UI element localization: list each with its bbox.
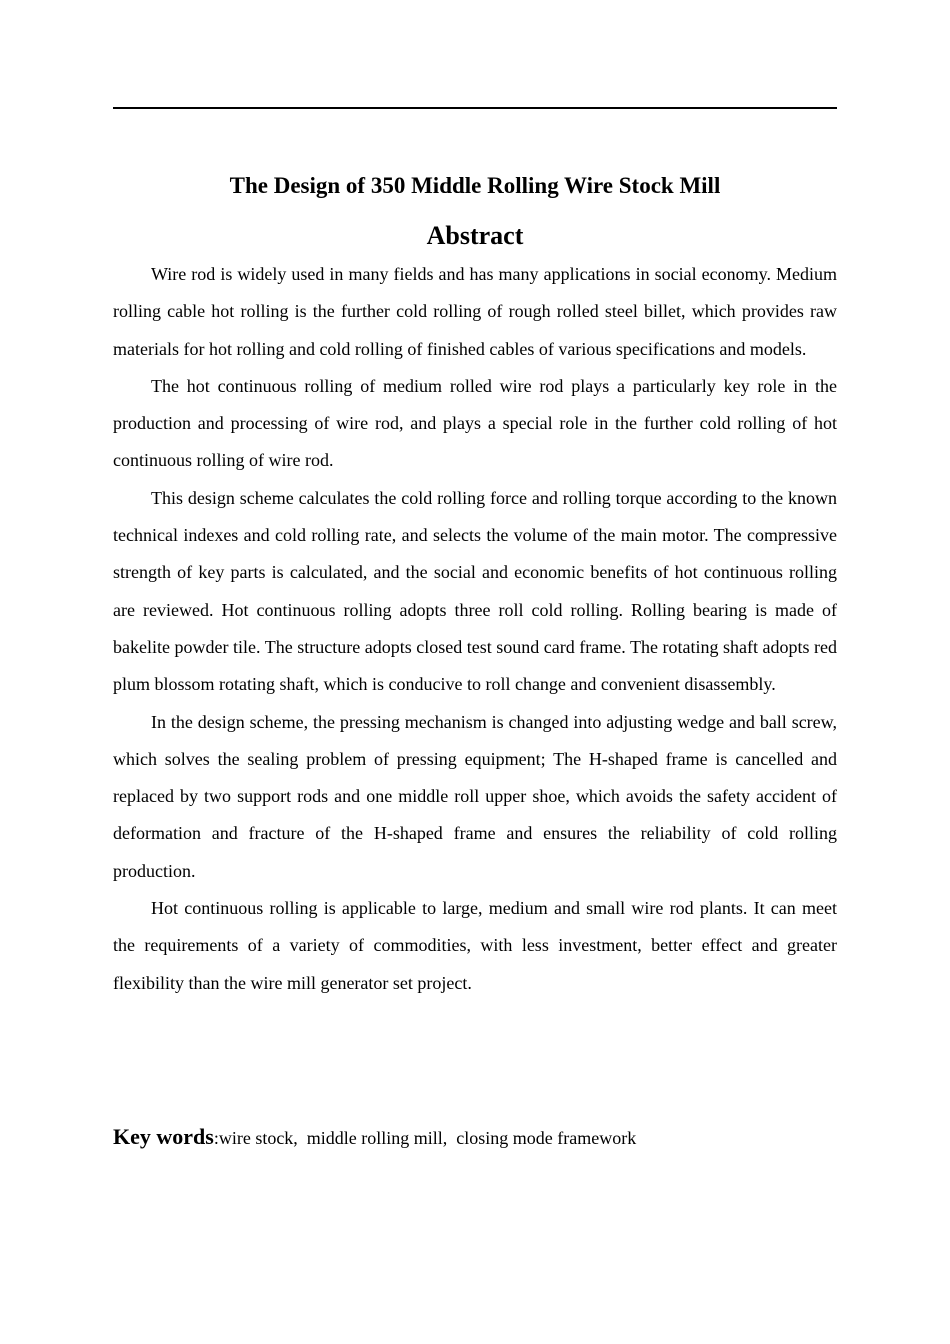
keywords-line — [113, 1119, 837, 1156]
document-title: The Design of 350 Middle Rolling Wire Stock Mill — [229, 173, 721, 198]
keywords-text: :wire stock, middle rolling mill, closing mode framework — [213, 1128, 637, 1148]
abstract-paragraph: This design scheme calculates the cold rolling force and rolling torque according to the known technical indexes and cold rolling rate, and selects the volume of the main motor. The compressive strength of key parts is calculated, and the social and economic benefits of hot continuous rolling are reviewed. Hot continuous rolling adopts three roll cold rolling. Rolling bearing is made of bakelite powder tile. The structure adopts closed test sound card frame. The rotating shaft adopts red plum blossom rotating shaft, which is conducive to roll change and convenient disassembly. — [113, 487, 837, 695]
abstract-paragraph: The hot continuous rolling of medium rolled wire rod plays a particularly key role in the production and processing of wire rod, and plays a special role in the further cold rolling of hot continuous rolling of wire rod. — [113, 375, 837, 471]
abstract-heading: Abstract — [426, 221, 524, 250]
abstract-paragraph: Hot continuous rolling is applicable to large, medium and small wire rod plants. It can meet the requirements of a variety of commodities, with less investment, better effect and greater flexibility than the wire mill generator set project. — [113, 898, 837, 993]
header-rule — [113, 107, 837, 109]
abstract-paragraph: In the design scheme, the pressing mechanism is changed into adjusting wedge and ball screw, which solves the sealing problem of pressing equipment; The H-shaped frame is cancelled and replaced by two support rods and one middle roll upper shoe, which avoids the safety accident of deformation and fracture of the H-shaped frame and ensures the reliability of cold rolling production. — [113, 711, 837, 881]
abstract-body — [113, 256, 837, 1002]
keywords-label: Key words — [113, 1124, 214, 1149]
abstract-paragraph: Wire rod is widely used in many fields and has many applications in social economy. Medium rolling cable hot rolling is the further cold rolling of rough rolled steel billet, which provides raw materials for hot rolling and cold rolling of finished cables of various specifications and models. — [113, 264, 837, 359]
